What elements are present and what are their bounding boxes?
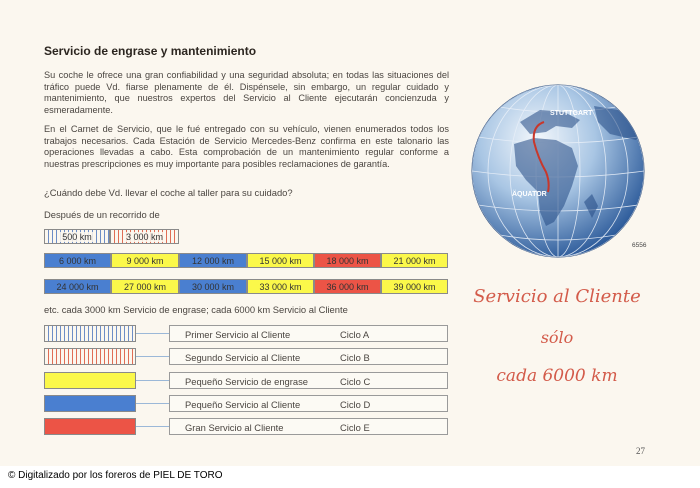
- legend-swatch-striped-blue: [44, 325, 136, 342]
- legend-name: Pequeño Servicio de engrase: [185, 376, 309, 387]
- legend-label-box: [169, 418, 448, 435]
- legend-row-b: [44, 348, 449, 365]
- globe-illustration: [460, 82, 656, 260]
- legend-label-box: [169, 348, 448, 365]
- schedule-box-9000: 9 000 km: [111, 253, 179, 268]
- legend-swatch-red: [44, 418, 136, 435]
- page-number: 27: [636, 446, 645, 456]
- legend-swatch-striped-red: [44, 348, 136, 365]
- etc-note: etc. cada 3000 km Servicio de engrase; cada 6000 km Servicio al Cliente: [44, 304, 348, 315]
- schedule-box-500: [44, 229, 110, 244]
- legend-row-a: [44, 325, 449, 342]
- legend-label-box: [169, 325, 448, 342]
- schedule-box-21000: 21 000 km: [381, 253, 448, 268]
- after-distance-label: Después de un recorrido de: [44, 209, 160, 220]
- schedule-box-18000: 18 000 km: [314, 253, 381, 268]
- schedule-box-39000: 39 000 km: [381, 279, 448, 294]
- legend-name: Segundo Servicio al Cliente: [185, 352, 301, 363]
- legend-swatch-yellow: [44, 372, 136, 389]
- legend-name: Gran Servicio al Cliente: [185, 422, 284, 433]
- slogan-line-2: sólo: [540, 328, 574, 347]
- question-text: ¿Cuándo debe Vd. llevar el coche al taller para su cuidado?: [44, 187, 293, 198]
- globe-equator-label: ÄQUATOR: [512, 191, 547, 198]
- schedule-box-3000: [110, 229, 179, 244]
- legend-label-box: [169, 395, 448, 412]
- legend-cycle: Ciclo B: [340, 352, 370, 363]
- legend-row-e: [44, 418, 449, 435]
- legend-row-d: [44, 395, 449, 412]
- schedule-box-36000: 36 000 km: [314, 279, 381, 294]
- legend-name: Primer Servicio al Cliente: [185, 329, 291, 340]
- illustration-code: 6556: [632, 242, 647, 249]
- legend-cycle: Ciclo C: [340, 376, 371, 387]
- legend-label-box: [169, 372, 448, 389]
- schedule-box-12000: 12 000 km: [179, 253, 247, 268]
- legend-row-c: [44, 372, 449, 389]
- legend-cycle: Ciclo A: [340, 329, 370, 340]
- service-book-paragraph: En el Carnet de Servicio, que le fué entregado con su vehículo, vienen enumerados todos los trabajos necesarios. Cada Estación de Servicio Mercedes-Benz confirma en este talonario las operaciones llevadas a cabo. Esta comprobación de un mantenimiento regular conforme a nuestras prescripciones es muy importante para posibles reclamaciones de garantía.: [44, 124, 449, 169]
- schedule-box-30000: 30 000 km: [179, 279, 247, 294]
- slogan-line-3: cada 6000 km: [496, 366, 618, 386]
- schedule-box-6000: 6 000 km: [44, 253, 111, 268]
- copyright-footer: © Digitalizado por los foreros de PIEL DE TORO: [8, 470, 223, 481]
- legend-name: Pequeño Servicio al Cliente: [185, 399, 301, 410]
- intro-paragraph: Su coche le ofrece una gran confiabilidad y una seguridad absoluta; en todas las situaciones del tráfico puede Vd. fiarse plenamente de él. Dispénsele, sin embargo, un regular cuidado y mantenimiento, que nuestros expertos del Servicio al Cliente ejecutarán concienzuda y esmeradamente.: [44, 70, 449, 115]
- schedule-box-label: 500 km: [59, 232, 95, 242]
- schedule-box-27000: 27 000 km: [111, 279, 179, 294]
- legend-cycle: Ciclo E: [340, 422, 370, 433]
- schedule-box-33000: 33 000 km: [247, 279, 314, 294]
- globe-city-label: STUTTGART: [550, 110, 593, 117]
- section-heading: Servicio de engrase y mantenimiento: [44, 44, 257, 58]
- schedule-box-label: 3 000 km: [123, 232, 166, 242]
- schedule-box-24000: 24 000 km: [44, 279, 111, 294]
- slogan-line-1: Servicio al Cliente: [473, 286, 641, 307]
- legend-swatch-blue: [44, 395, 136, 412]
- legend-cycle: Ciclo D: [340, 399, 371, 410]
- schedule-box-15000: 15 000 km: [247, 253, 314, 268]
